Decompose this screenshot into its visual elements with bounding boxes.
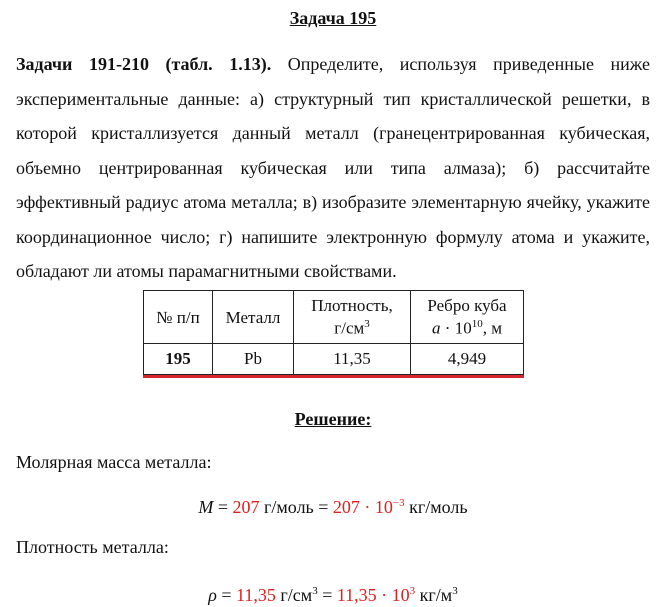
density-exp3: 3	[452, 585, 458, 597]
header-density-unit: г/см	[334, 318, 365, 338]
header-edge	[411, 291, 524, 344]
header-density	[294, 291, 411, 344]
header-edge-unit: , м	[482, 318, 502, 338]
problem-title: Задача 195	[289, 8, 377, 28]
density-label: Плотность металла:	[16, 537, 169, 557]
density-exp1: 3	[312, 585, 318, 597]
cell-density: 11,35	[294, 344, 411, 375]
header-edge-var: a	[432, 318, 441, 338]
density-formula	[0, 579, 666, 607]
task-paragraph	[16, 47, 650, 289]
header-edge-exp: 10	[471, 318, 483, 331]
molar-mass-value2: 207 · 10	[332, 497, 393, 517]
density-eq: =	[216, 585, 237, 605]
molar-mass-symbol: M	[198, 497, 214, 517]
molar-mass-eq: =	[213, 497, 233, 517]
cell-edge: 4,949	[411, 344, 524, 375]
cell-number: 195	[144, 344, 213, 375]
task-lead: Задачи 191-210 (табл. 1.13).	[16, 54, 272, 74]
header-number: № п/п	[144, 291, 213, 344]
data-table-wrapper	[143, 290, 524, 378]
cell-metal: Pb	[213, 344, 294, 375]
header-density-exp: 3	[364, 318, 370, 331]
task-text: Определите, используя приведенные ниже экспериментальные данные: а) структурный тип кристаллической решетки, в которой кристаллизуется данный металл (гранецентрированная кубическая, объемно центрированная кубическая или типа алмаза); б) рассчитайте эффективный радиус атома металла; в) изобразите элементарную ячейку, укажите координационное число; г) напишите электронную формулу атома и укажите, обладают ли атомы парамагнитными свойствами.	[16, 54, 650, 281]
molar-mass-unit2: кг/моль	[404, 497, 468, 517]
density-unit2: кг/м	[415, 585, 453, 605]
density-value1: 11,35	[236, 585, 276, 605]
table-row	[144, 344, 524, 375]
density-eq2: =	[317, 585, 337, 605]
density-exp2: 3	[409, 585, 416, 597]
molar-mass-exp2: −3	[392, 497, 405, 509]
density-value2: 11,35 · 10	[336, 585, 410, 605]
molar-mass-formula	[0, 491, 666, 519]
table-header-row	[144, 291, 524, 344]
data-table	[143, 290, 524, 375]
molar-mass-label: Молярная масса металла:	[16, 452, 212, 472]
table-bottom-rule	[143, 375, 524, 378]
molar-mass-unit1: г/моль =	[259, 497, 333, 517]
density-symbol: ρ	[208, 585, 217, 605]
solution-title: Решение:	[294, 409, 372, 429]
header-edge-line1: Ребро куба	[427, 296, 507, 316]
molar-mass-value1: 207	[232, 497, 260, 517]
density-unit1: г/см	[275, 585, 313, 605]
header-metal: Металл	[213, 291, 294, 344]
header-density-line1: Плотность,	[311, 296, 393, 316]
header-edge-mid: · 10	[440, 318, 472, 338]
